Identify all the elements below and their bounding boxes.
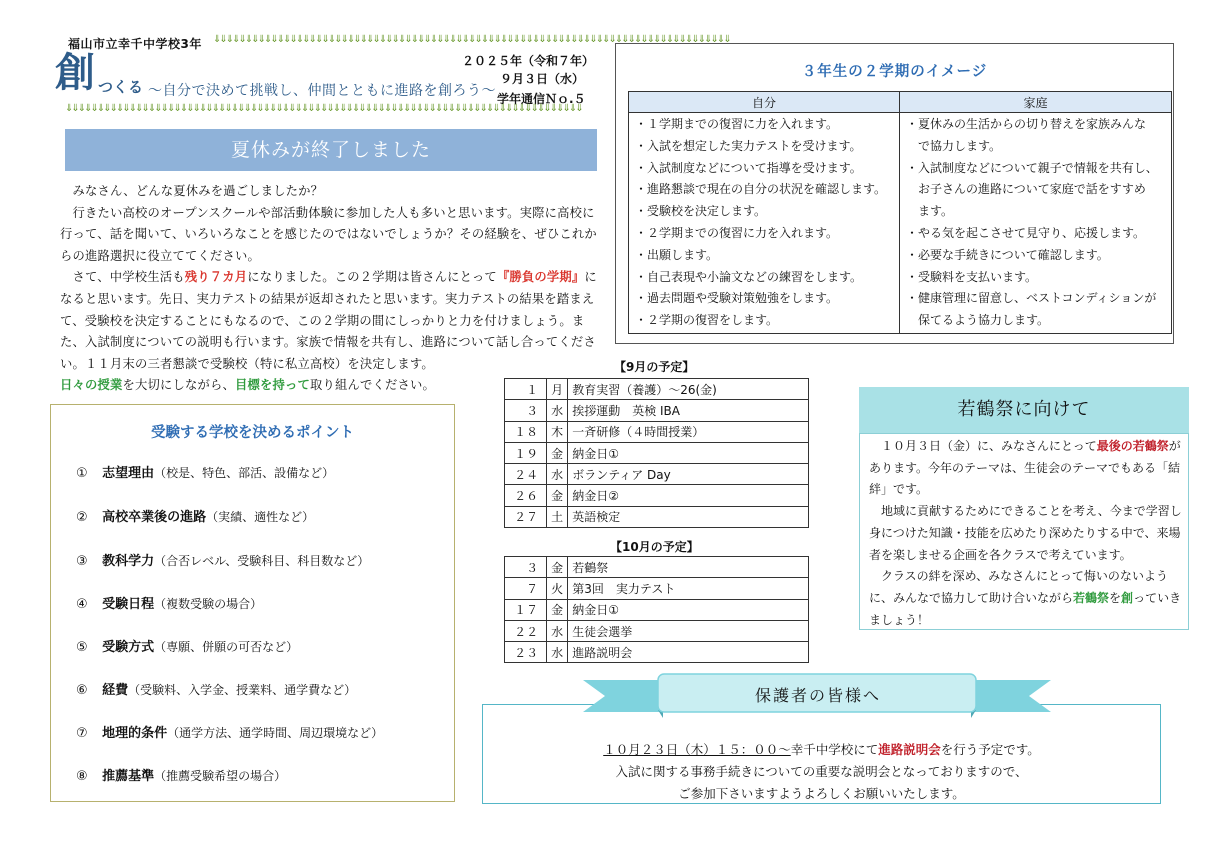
schedule-day: ７ [505,578,547,599]
festival-text-part: があります。今年のテーマは、生徒会のテーマでもある「結絆」です。 [869,439,1181,497]
september-schedule-table [504,378,809,528]
point-item [76,506,314,525]
newsletter-subtitle: ～自分で決めて挑戦し、仲間とともに進路を創ろう～ [148,83,496,99]
schedule-row [505,485,809,506]
festival-text-part: クラスの絆を深め、みなさんにとって悔いのないように、みんなで協力して助け合いながら [869,569,1168,605]
guardians-notice-box [482,704,1161,804]
schedule-day: ３ [505,557,547,578]
highlight-last-festival: 最後の若鶴祭 [1096,439,1169,453]
point-desc: （通学方法、通学時間、周辺環境など） [167,726,384,740]
self-item: ・受験校を決定します。 [635,204,767,219]
festival-text [869,436,1182,631]
article-paragraph [60,181,605,203]
schedule-row [505,557,809,578]
point-number: ② [76,510,88,525]
point-desc: （合否レベル、受験科目、科目数など） [154,554,370,568]
point-number: ⑦ [76,726,88,741]
point-number: ⑤ [76,640,88,655]
image-table [628,91,1172,334]
issue-date: ９月３日（水） [500,72,585,86]
home-list [900,113,1172,334]
point-desc: （専願、併願の可否など） [154,640,299,654]
schedule-weekday: 水 [547,642,568,663]
schedule-weekday: 金 [547,485,568,506]
column-header-self: 自分 [629,92,900,113]
schedule-day: １ [505,379,547,400]
decorative-arrow-border-bottom: ⇓⇓⇓⇓⇓⇓⇓⇓⇓⇓⇓⇓⇓⇓⇓⇓⇓⇓⇓⇓⇓⇓⇓⇓⇓⇓⇓⇓⇓⇓⇓⇓⇓⇓⇓⇓⇓⇓⇓⇓⇓⇓⇓⇓⇓⇓⇓⇓⇓⇓⇓⇓⇓⇓⇓⇓⇓⇓⇓⇓⇓⇓⇓⇓⇓⇓⇓⇓⇓⇓⇓⇓⇓⇓⇓⇓⇓⇓⇓⇓⇓ [65,103,582,114]
schedule-row [505,464,809,485]
point-desc: （校是、特色、部活、設備など） [154,466,335,480]
highlight-decisive-term: 『勝負の学期』 [496,270,585,285]
point-item [76,722,383,741]
guardians-title: 保護者の皆様へ [754,686,881,705]
home-item: お子さんの進路について家庭で話をすすめ [918,182,1146,197]
schedule-weekday: 土 [547,506,568,527]
schedule-row [505,400,809,421]
festival-box [859,433,1189,630]
festival-text-part: を [1109,590,1122,605]
schedule-weekday: 木 [547,421,568,442]
summer-article [60,181,605,397]
home-item: ・やる気を起こさせて見守り、応援します。 [906,225,1146,240]
schedule-event: 進路説明会 [568,642,809,663]
schedule-day: ２２ [505,620,547,641]
point-item [76,593,262,612]
self-item: ・入試を想定した実力テストを受けます。 [635,138,862,153]
schedule-weekday: 水 [547,400,568,421]
second-term-image-box [615,43,1174,344]
self-item: ・１学期までの復習に力を入れます。 [635,117,839,131]
schedule-row [505,578,809,599]
highlight-remaining-months: 残り７カ月 [184,270,248,285]
self-item: ・進路懇談で現在の自分の状況を確認します。 [635,182,887,197]
schedule-weekday: 月 [547,379,568,400]
festival-paragraph [869,566,1182,631]
self-item: ・２学期までの復習に力を入れます。 [635,225,839,240]
point-number: ⑥ [76,683,88,698]
highlight-briefing: 進路説明会 [878,742,941,757]
schedule-event: 英語検定 [568,506,809,527]
schedule-row [505,379,809,400]
schedule-row [505,599,809,620]
guardians-line: 入試に関する事務手続きについての重要な説明会となっておりますので、 [615,764,1028,779]
schedule-event: 納金日① [568,442,809,463]
schedule-weekday: 火 [547,578,568,599]
home-item: ・受験料を支払います。 [906,269,1038,284]
schedule-row [505,506,809,527]
point-item [76,679,356,698]
schedule-event: 納金日① [568,599,809,620]
highlight-goals: 目標を持って [234,378,310,393]
school-choice-points-box [50,404,455,802]
schedule-event: 若鶴祭 [568,557,809,578]
schedule-event: 一斉研修（４時間授業） [568,421,809,442]
self-item: ・自己表現や小論文などの練習をします。 [635,269,863,284]
september-schedule-title: 【9月の予定】 [614,360,695,374]
issue-number: 学年通信Ｎｏ.５ [497,92,586,106]
schedule-event: 挨拶運動 英検 IBA [568,400,809,421]
october-schedule-title: 【10月の予定】 [610,540,699,554]
guardians-text [483,739,1160,805]
self-item: ・出願します。 [635,247,719,262]
self-item: ・過去問題や受験対策勉強をします。 [635,291,839,306]
festival-paragraph [869,436,1182,501]
article-text: さて、中学校生活も [72,270,185,285]
schedule-event: 第3回 実力テスト [568,578,809,599]
point-number: ④ [76,597,88,612]
point-item [76,765,286,784]
home-item: ・必要な手続きについて確認します。 [906,247,1109,262]
point-label: 高校卒業後の進路 [102,510,207,525]
point-item [76,550,369,569]
article-text: を大切にしながら、 [122,378,235,393]
point-number: ③ [76,554,88,569]
guardians-line [483,739,1160,761]
school-name: 福山市立幸千中学校3年 [68,37,202,51]
highlight-festival-name: 若鶴祭 [1073,590,1110,605]
point-desc: （実績、適性など） [206,510,315,524]
point-label: 受験日程 [102,597,155,612]
schedule-weekday: 金 [547,442,568,463]
point-number: ① [76,466,88,481]
home-item: ・入試制度などについて親子で情報を共有し、 [906,160,1158,175]
schedule-row [505,442,809,463]
schedule-weekday: 金 [547,557,568,578]
home-item: ます。 [918,204,954,219]
self-list [629,113,900,334]
schedule-day: ２６ [505,485,547,506]
guardians-text-part: を行う予定です。 [940,742,1040,757]
decorative-arrow-border: ⇓⇓⇓⇓⇓⇓⇓⇓⇓⇓⇓⇓⇓⇓⇓⇓⇓⇓⇓⇓⇓⇓⇓⇓⇓⇓⇓⇓⇓⇓⇓⇓⇓⇓⇓⇓⇓⇓⇓⇓⇓⇓⇓⇓⇓⇓⇓⇓⇓⇓⇓⇓⇓⇓⇓⇓⇓⇓⇓⇓⇓⇓⇓⇓⇓⇓⇓⇓⇓⇓⇓⇓⇓⇓⇓⇓⇓⇓⇓⇓⇓ [213,34,730,45]
point-item [76,462,334,481]
festival-banner: 若鶴祭に向けて [859,387,1189,433]
self-item: ・入試制度などについて指導を受けます。 [635,160,862,175]
point-label: 教科学力 [102,554,155,569]
schedule-day: ２７ [505,506,547,527]
festival-text-part: １０月３日（金）に、みなさんにとって [881,439,1097,453]
schedule-day: １７ [505,599,547,620]
newsletter-logo-kanji: 創 [55,50,95,96]
guardians-line: ご参加下さいますようよろしくお願いいたします。 [678,786,965,801]
home-item: 保てるよう協力します。 [918,313,1050,328]
schedule-day: １８ [505,421,547,442]
point-number: ⑧ [76,769,88,784]
home-item: で協力します。 [918,138,1002,153]
highlight-create: 創 [1121,590,1134,605]
image-title: ３年生の２学期のイメージ [801,64,988,80]
point-desc: （受験料、入学金、授業料、通学費など） [128,683,357,697]
festival-text-part: 地域に貢献するためにできることを考え、今まで学習し身につけた知識・技能を広めたり深めたりする中で、来場者を楽しませる企画を各クラスで考えています。 [869,504,1182,562]
point-item [76,636,298,655]
schedule-event: 教育実習（養護）～26(金) [568,379,809,400]
schedule-row [505,421,809,442]
self-item: ・２学期の復習をします。 [635,313,779,328]
point-label: 推薦基準 [102,769,155,784]
newsletter-logo-kana: つくる [98,78,144,96]
points-title: 受験する学校を決めるポイント [151,425,354,441]
summer-banner: 夏休みが終了しました [65,129,597,171]
october-schedule-table [504,556,809,663]
schedule-event: ボランティア Day [568,464,809,485]
article-paragraph [60,203,605,268]
point-label: 志望理由 [102,466,155,481]
home-item: ・夏休みの生活からの切り替えを家族みんな [906,117,1147,131]
festival-text-part: っていきましょう！ [869,590,1182,627]
article-text: になると思います。先日、実力テストの結果が返却されたと思います。実力テストの結果を踏まえて、受験校を決定することにもなるので、この２学期の間にしっかりと力を付けましょう。また、入試制度についての説明も行います。家族で情報を共有し、進路について話し合ってください。１１月末の三者懇談で受験校（特に私立高校）を決定します。 [60,270,597,371]
schedule-row [505,620,809,641]
schedule-weekday: 金 [547,599,568,620]
home-item: ・健康管理に留意し、ベストコンディションが [906,291,1157,306]
schedule-day: １９ [505,442,547,463]
guardians-text-part: 幸千中学校にて [790,742,879,757]
briefing-datetime: １０月２３日（木）１５：００～ [603,742,791,757]
point-desc: （推薦受験希望の場合） [154,769,287,783]
point-label: 経費 [102,683,129,698]
point-label: 受験方式 [102,640,155,655]
article-text: になりました。この２学期は皆さんにとって [247,270,497,285]
schedule-day: ２４ [505,464,547,485]
article-text: みなさん、どんな夏休みを過ごしましたか？ [72,184,324,198]
article-paragraph [60,267,605,375]
schedule-weekday: 水 [547,464,568,485]
article-text: 取り組んでください。 [309,378,435,393]
schedule-event: 生徒会選挙 [568,620,809,641]
column-header-home: 家庭 [900,92,1172,113]
point-label: 地理的条件 [102,726,168,741]
point-desc: （複数受験の場合） [154,597,263,611]
schedule-day: ２３ [505,642,547,663]
schedule-event: 納金日② [568,485,809,506]
article-text: 行きたい高校のオープンスクールや部活動体験に参加した人も多いと思います。実際に高校に行って、話を聞いて、いろいろなことを感じたのではないでしょうか？その経験を、ぜひこれからの進路選択に役立ててください。 [60,205,597,263]
schedule-day: ３ [505,400,547,421]
issue-year: ２０２５年（令和７年） [462,54,595,68]
schedule-weekday: 水 [547,620,568,641]
festival-paragraph [869,501,1182,566]
schedule-row [505,642,809,663]
highlight-daily-lessons: 日々の授業 [60,378,123,393]
